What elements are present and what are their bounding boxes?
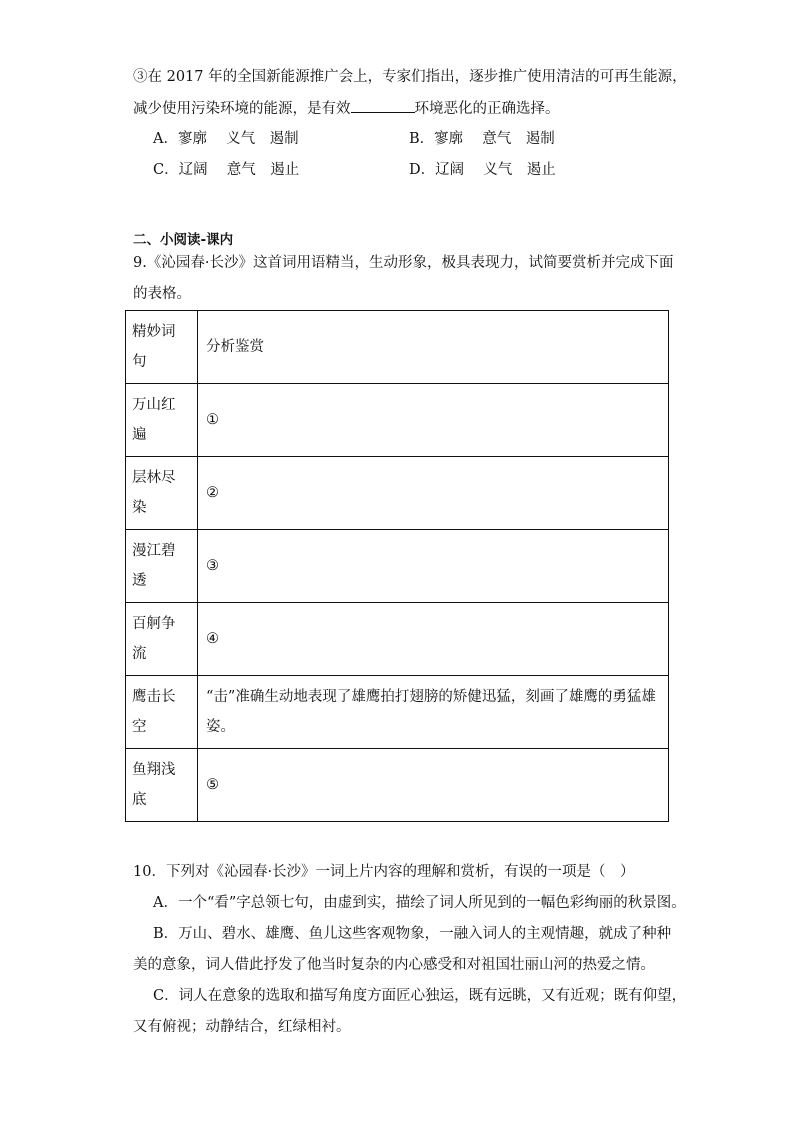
word-line1: 鱼翔浅: [132, 762, 176, 778]
q8-option-b[interactable]: [409, 129, 555, 149]
word-cell: [126, 530, 198, 603]
q9-stem-line1: 9.《沁园春·长沙》这首词用语精当，生动形象，极具表现力，试简要赏析并完成下面: [133, 255, 674, 271]
table-row: [126, 384, 669, 457]
q8-option-b-label: B．: [409, 131, 435, 147]
header-word-line2: 句: [132, 354, 147, 370]
q8-item3-line2-before: 减少使用污染环境的能源，是有效: [133, 101, 351, 117]
q9-stem-line2: 的表格。: [133, 286, 191, 302]
section-heading: 二、小阅读-课内: [133, 232, 234, 248]
q8-option-b-text: 寥廓 意气 遏制: [434, 131, 555, 147]
q8-option-c[interactable]: [153, 160, 299, 180]
word-line2: 染: [132, 500, 147, 516]
q10-option-c-line2: 又有俯视；动静结合，红绿相衬。: [133, 1019, 351, 1035]
word-line2: 流: [132, 646, 147, 662]
q8-option-a-label: A．: [153, 131, 178, 147]
q10-option-c-line1[interactable]: C．词人在意象的选取和描写角度方面匠心独运，既有远眺，又有近观；既有仰望，: [153, 988, 687, 1004]
q8-option-c-text: 辽阔 意气 遏止: [178, 162, 300, 178]
word-line1: 鹰击长: [132, 689, 176, 705]
table-row: [126, 457, 669, 530]
q8-item3-line2-after: 环境恶化的正确选择。: [414, 101, 560, 117]
table-row: [126, 676, 669, 749]
word-line1: 百舸争: [132, 616, 176, 632]
q8-option-a-text: 寥廓 义气 遏制: [177, 131, 299, 147]
analysis-cell[interactable]: ④: [198, 603, 669, 676]
word-cell: [126, 603, 198, 676]
q8-option-d-label: D．: [409, 162, 436, 178]
analysis-cell[interactable]: ③: [198, 530, 669, 603]
q10-option-a[interactable]: A．一个“看”字总领七句，由虚到实，描绘了词人所见到的一幅色彩绚丽的秋景图。: [153, 895, 686, 911]
header-analysis-cell: 分析鉴赏: [198, 311, 669, 384]
table-header-row: [126, 311, 669, 384]
q8-item3-line2: [133, 98, 560, 119]
q10-stem: 10．下列对《沁园春·长沙》一词上片内容的理解和赏析，有误的一项是（ ）: [133, 864, 635, 880]
word-line2: 空: [132, 719, 147, 735]
word-cell: [126, 384, 198, 457]
q8-option-d-text: 辽阔 义气 遏止: [435, 162, 556, 178]
header-word-line1: 精妙词: [132, 324, 176, 340]
word-line1: 漫江碧: [132, 543, 176, 559]
header-word-cell: [126, 311, 198, 384]
word-line2: 透: [132, 573, 147, 589]
q8-option-a[interactable]: [153, 129, 299, 149]
q10-option-b-line1[interactable]: B．万山、碧水、雄鹰、鱼儿这些客观物象，一融入词人的主观情趣，就成了种种: [153, 926, 672, 942]
word-line2: 遍: [132, 427, 147, 443]
analysis-cell[interactable]: ①: [198, 384, 669, 457]
table-row: [126, 530, 669, 603]
word-cell: [126, 457, 198, 530]
table-row: [126, 603, 669, 676]
analysis-cell[interactable]: ②: [198, 457, 669, 530]
q8-option-c-label: C．: [153, 162, 179, 178]
word-cell: [126, 676, 198, 749]
q10-option-b-line2: 美的意象，词人借此抒发了他当时复杂的内心感受和对祖国壮丽山河的热爱之情。: [133, 957, 655, 973]
q8-option-d[interactable]: [409, 160, 556, 180]
fill-blank: [351, 98, 415, 113]
word-line2: 底: [132, 792, 147, 808]
q8-item3-line1: ③在 2017 年的全国新能源推广会上，专家们指出，逐步推广使用清洁的可再生能源，: [133, 69, 687, 85]
word-line1: 万山红: [132, 397, 176, 413]
table-row: [126, 749, 669, 822]
word-line1: 层林尽: [132, 470, 176, 486]
analysis-cell: “击”准确生动地表现了雄鹰拍打翅膀的矫健迅猛，刻画了雄鹰的勇猛雄姿。: [198, 676, 669, 749]
word-cell: [126, 749, 198, 822]
analysis-cell[interactable]: ⑤: [198, 749, 669, 822]
analysis-table: [125, 310, 669, 822]
